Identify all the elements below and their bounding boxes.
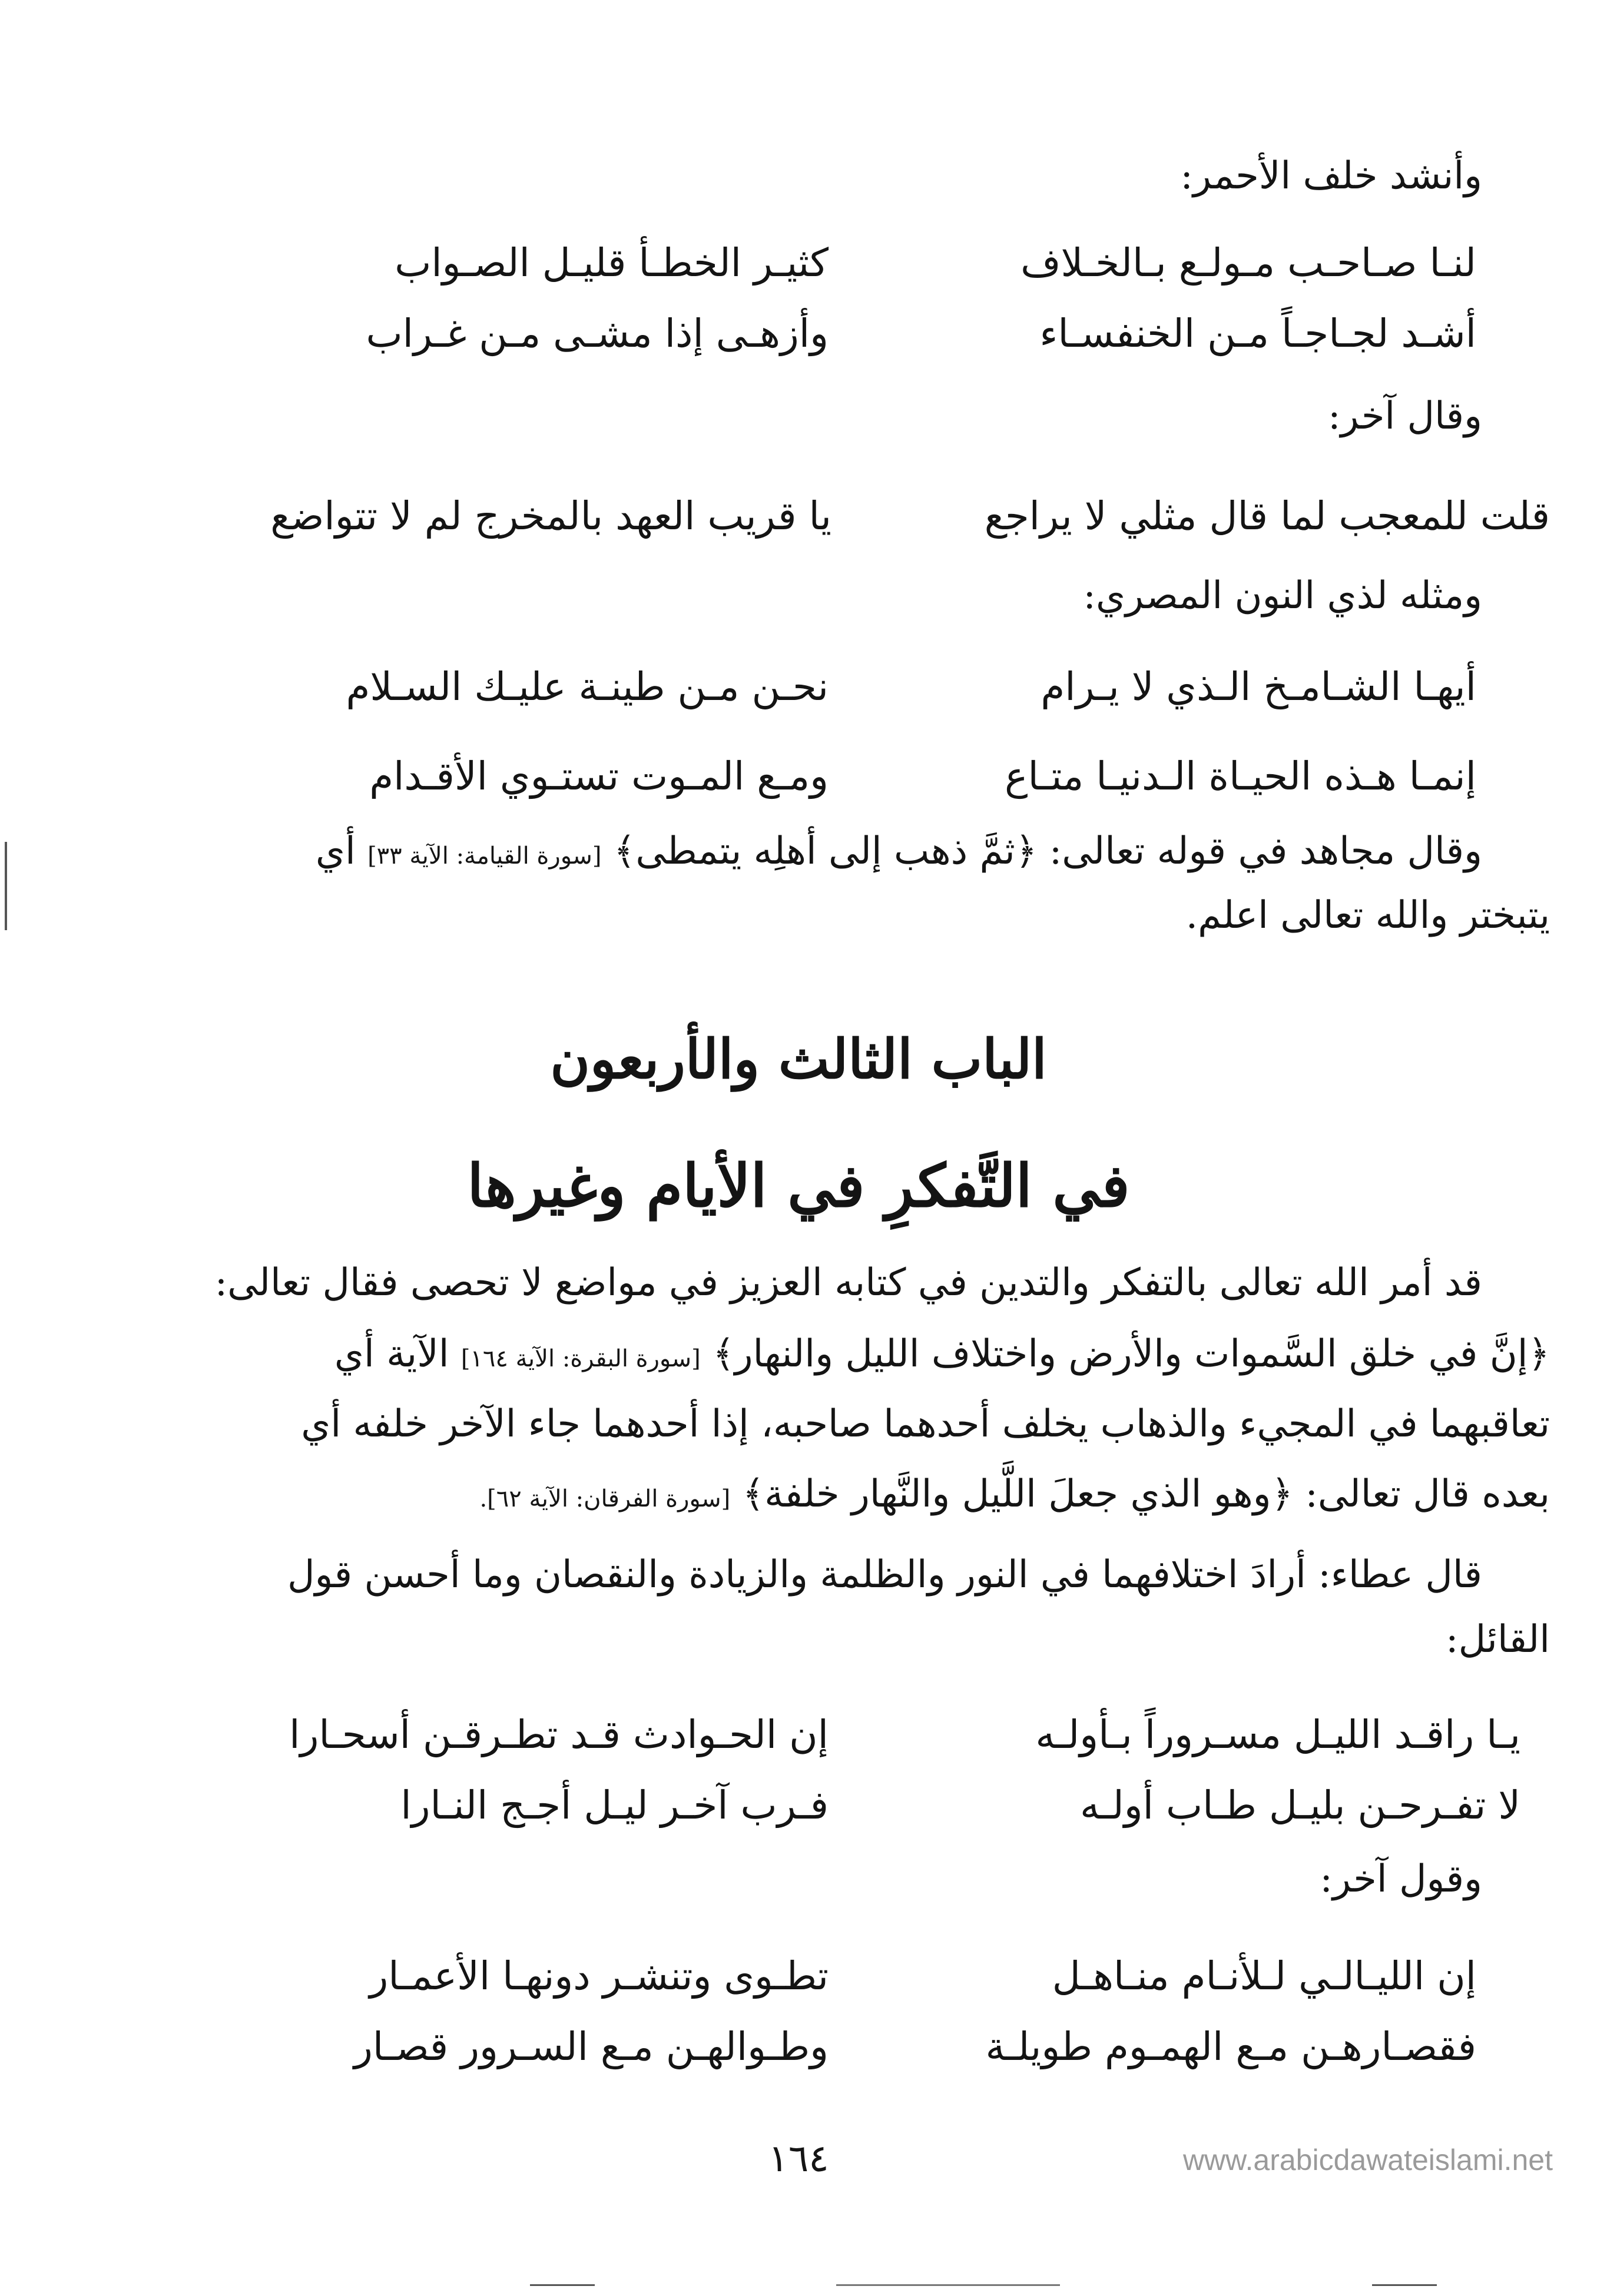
chapter-title: الباب الثالث والأربعون (550, 1027, 1047, 1091)
paragraph-3-line-1: قال عطاء: أرادَ اختلافهما في النور والظلمة والزيادة والنقصان وما أحسن قول (287, 1553, 1482, 1597)
paragraph-2-line-2 (334, 1332, 1550, 1376)
page-number: ١٦٤ (768, 2137, 829, 2181)
verse-6-first-hemistich: يـا راقـد الليـل مسـروراً بـأولـه (1035, 1712, 1520, 1757)
mujahid-quote: وقال مجاهد في قوله تعالى: ﴿ثمَّ ذهب إلى أهلِه يتمطى﴾ (613, 830, 1482, 873)
paragraph-2-line-4 (479, 1472, 1550, 1516)
verse-5-first-hemistich: إنمـا هـذه الحيـاة الـدنيـا متـاع (1005, 754, 1476, 799)
quran-reference-1: [سورة القيامة: الآية ٣٣] (367, 842, 602, 870)
verse-8-second-hemistich: تطـوى وتنشـر دونهـا الأعمـار (369, 1953, 829, 1999)
verse-9-second-hemistich: وطـوالهـن مـع السـرور قصـار (354, 2024, 829, 2069)
verse-2-second-hemistich: وأزهـى إذا مشـى مـن غـراب (366, 311, 829, 356)
intro-line-4: وقول آخر: (1320, 1857, 1482, 1901)
verse-7-first-hemistich: لا تفـرحـن بليـل طـاب أولـه (1079, 1783, 1520, 1828)
quran-quote-furqan: بعده قال تعالى: ﴿وهو الذي جعلَ اللَّيل والنَّهار خلفة﴾ (742, 1472, 1550, 1516)
verse-5-second-hemistich: ومـع المـوت تستـوي الأقـدام (369, 754, 829, 799)
verse-1-second-hemistich: كثيـر الخطـأ قليـل الصـواب (395, 240, 829, 286)
verse-2-first-hemistich: أشـد لجـاجـاً مـن الخنفسـاء (1039, 311, 1476, 356)
verse-1-first-hemistich: لنـا صـاحـب مـولـع بـالخـلاف (1021, 240, 1476, 286)
scan-edge-mark (5, 842, 7, 930)
verse-7-second-hemistich: فـرب آخـر ليـل أجـج النـارا (400, 1783, 829, 1828)
intro-line-1: وأنشد خلف الأحمر: (1180, 154, 1482, 198)
quran-reference-2: [سورة البقرة: الآية ١٦٤] (460, 1345, 701, 1372)
paragraph-1-line-2: يتبختر والله تعالى اعلم. (1185, 894, 1550, 937)
paragraph-1-line-1-end: أي (315, 830, 356, 873)
paragraph-2-line-2-end: الآية أي (334, 1332, 449, 1376)
verse-4-first-hemistich: أيهـا الشـامـخ الـذي لا يـرام (1041, 664, 1476, 709)
paragraph-3-line-2: القائل: (1446, 1618, 1550, 1661)
verse-6-second-hemistich: إن الحـوادث قـد تطـرقـن أسحـارا (289, 1712, 829, 1757)
scan-bottom-mark (530, 2284, 595, 2286)
quran-quote-baqarah: ﴿إنَّ في خلق السَّموات والأرض واختلاف الليل والنهار﴾ (713, 1332, 1550, 1376)
intro-line-2: وقال آخر: (1327, 394, 1482, 438)
verse-8-first-hemistich: إن الليـالـي لـلأنـام منـاهـل (1052, 1953, 1476, 1999)
paragraph-2-line-3: تعاقبهما في المجيء والذهاب يخلف أحدهما صاحبه، إذا أحدهما جاء الآخر خلفه أي (301, 1402, 1550, 1446)
scan-bottom-mark (1372, 2284, 1437, 2286)
paragraph-2-line-1: قد أمر الله تعالى بالتفكر والتدين في كتابه العزيز في مواضع لا تحصى فقال تعالى: (214, 1261, 1482, 1305)
scan-bottom-mark (836, 2284, 1060, 2286)
chapter-subtitle: في التَّفكرِ في الأيام وغيرها (467, 1151, 1130, 1220)
watermark-url: www.arabicdawateislami.net (1182, 2144, 1553, 2176)
intro-line-3: ومثله لذي النون المصري: (1083, 574, 1482, 618)
verse-3-second-hemistich: يا قريب العهد بالمخرج لم لا تتواضع (270, 493, 831, 539)
verse-9-first-hemistich: فقصـارهـن مـع الهمـوم طويلـة (985, 2024, 1476, 2069)
verse-4-second-hemistich: نحـن مـن طينـة عليـك السـلام (346, 664, 829, 709)
paragraph-1-line-1 (177, 829, 1482, 873)
quran-reference-3: [سورة الفرقان: الآية ٦٢]. (479, 1485, 731, 1512)
verse-3-first-hemistich: قلت للمعجب لما قال مثلي لا يراجع (984, 493, 1550, 539)
